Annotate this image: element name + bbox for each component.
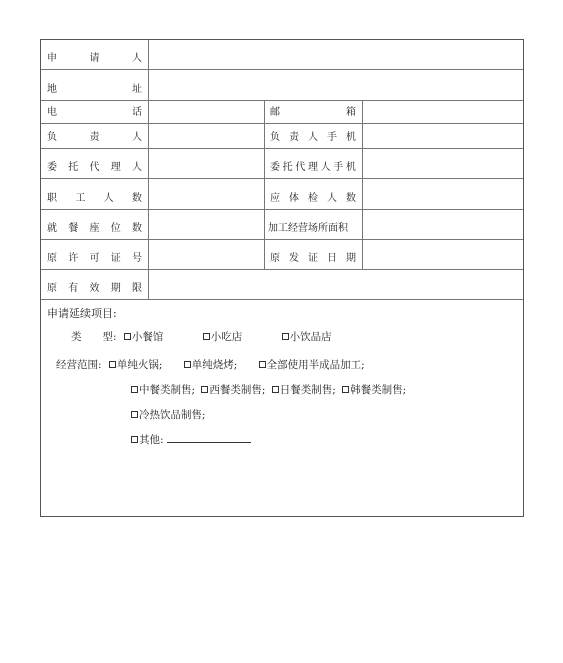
label-char: 电 [47,107,57,118]
label-health-check-count [270,189,356,204]
scope-row-2 [131,382,406,397]
row-phone [41,101,523,124]
label-char: 餐 [68,223,79,234]
premises-area-field[interactable] [363,210,523,239]
other-input-line[interactable] [167,433,251,443]
checkbox-icon [203,333,210,340]
label-phone [47,103,142,118]
label-char: 址 [132,84,142,95]
checkbox-icon [201,386,208,393]
type-option-snack-shop[interactable]: 小吃店 [203,331,243,343]
label-premises-area: 加工经营场所面积 [268,223,348,234]
row-applicant [41,40,523,70]
label-char: 责 [289,132,299,143]
label-validity-period [47,279,142,294]
label-char: 人 [320,162,331,173]
label-char: 职 [47,193,57,204]
label-char: 工 [75,193,86,204]
label-address [47,80,142,95]
label-manager-mobile [270,128,356,143]
label-postcode [270,103,356,118]
label-char: 限 [132,283,142,294]
type-option-drink-shop[interactable]: 小饮品店 [282,331,332,343]
scope-option-hotpot[interactable]: 单纯火锅; [109,359,163,371]
row-staff [41,179,523,210]
scope-option-korean[interactable]: 韩餐类制售; [342,384,406,396]
label-char: 日 [327,253,337,264]
other-row [131,432,251,447]
application-form [40,39,524,517]
label-char: 代 [89,162,100,173]
label-char: 人 [308,132,318,143]
label-applicant [47,49,142,64]
label-char: 效 [89,283,100,294]
label-char: 发 [289,253,299,264]
label-char: 人 [132,53,142,64]
label-char: 手 [327,132,337,143]
label-char: 委 [47,162,57,173]
type-row [71,329,332,344]
label-char: 申 [47,53,57,64]
label-char: 号 [132,253,142,264]
label-staff-count [47,189,142,204]
checkbox-icon [184,361,191,368]
issue-date-field[interactable] [363,240,523,269]
extension-title: 申请延续项目: [47,307,117,320]
label-char: 人 [132,162,142,173]
checkbox-icon [131,411,138,418]
label-char: 托 [282,162,293,173]
label-char: 证 [110,253,121,264]
scope-option-semi-finished[interactable]: 全部使用半成品加工; [259,359,365,371]
label-agent [47,158,142,173]
label-char: 代 [295,162,306,173]
label-char: 体 [289,193,299,204]
label-char: 请 [89,53,100,64]
checkbox-icon [124,333,131,340]
label-char: 有 [68,283,79,294]
scope-row-3 [131,407,206,422]
address-field[interactable] [149,70,523,100]
staff-count-field[interactable] [149,179,264,209]
label-char: 责 [89,132,100,143]
label-char: 原 [270,253,280,264]
label-char: 证 [308,253,318,264]
agent-mobile-field[interactable] [363,149,523,178]
row-manager [41,124,523,149]
label-seat-count [47,219,142,234]
label-agent-mobile [270,158,356,173]
label-char: 理 [307,162,318,173]
scope-option-chinese[interactable]: 中餐类制售; [131,384,195,396]
label-char: 人 [132,132,142,143]
row-license [41,240,523,270]
applicant-field[interactable] [149,40,523,69]
health-check-count-field[interactable] [363,179,523,209]
scope-option-bbq[interactable]: 单纯烧烤; [184,359,238,371]
label-char: 地 [47,84,57,95]
label-char: 数 [346,193,356,204]
label-issue-date [270,249,356,264]
scope-option-drinks[interactable]: 冷热饮品制售; [131,409,206,421]
label-char: 期 [346,253,356,264]
row-address [41,70,523,101]
checkbox-icon [131,386,138,393]
checkbox-icon [259,361,266,368]
other-option[interactable]: 其他: [131,434,164,446]
scope-row-1 [56,357,365,372]
label-manager [47,128,142,143]
label-char: 人 [103,193,114,204]
seat-count-field[interactable] [149,210,264,239]
postcode-field[interactable] [363,101,523,123]
label-char: 数 [131,193,142,204]
extension-section [41,300,523,516]
license-number-field[interactable] [149,240,264,269]
label-char: 机 [345,162,356,173]
checkbox-icon [272,386,279,393]
label-char: 数 [132,223,142,234]
label-char: 检 [308,193,318,204]
label-char: 邮 [270,107,280,118]
row-validity [41,270,523,300]
label-char: 理 [110,162,121,173]
label-char: 可 [89,253,100,264]
checkbox-icon [342,386,349,393]
label-char: 负 [47,132,57,143]
type-label: 类 型: [71,331,117,343]
scope-option-western[interactable]: 西餐类制售; [201,384,265,396]
scope-option-japanese[interactable]: 日餐类制售; [272,384,336,396]
label-char: 手 [333,162,344,173]
label-char: 箱 [346,107,356,118]
label-char: 许 [68,253,79,264]
label-char: 座 [89,223,100,234]
row-agent [41,149,523,179]
label-char: 原 [47,253,57,264]
agent-field[interactable] [149,149,264,178]
manager-field[interactable] [149,124,264,148]
label-char: 托 [68,162,79,173]
label-license-number [47,249,142,264]
label-char: 负 [270,132,280,143]
label-char: 委 [270,162,280,173]
checkbox-icon [282,333,289,340]
phone-field[interactable] [149,101,264,123]
label-char: 应 [270,193,280,204]
scope-label: 经营范围: [56,359,102,371]
type-option-small-restaurant[interactable]: 小餐馆 [124,331,164,343]
validity-period-field[interactable] [149,270,523,299]
label-char: 位 [110,223,121,234]
checkbox-icon [109,361,116,368]
label-char: 就 [47,223,57,234]
label-char: 原 [47,283,57,294]
checkbox-icon [131,436,138,443]
label-char: 话 [132,107,142,118]
label-char: 人 [327,193,337,204]
label-char: 机 [346,132,356,143]
row-seats [41,210,523,240]
label-char: 期 [110,283,121,294]
manager-mobile-field[interactable] [363,124,523,148]
